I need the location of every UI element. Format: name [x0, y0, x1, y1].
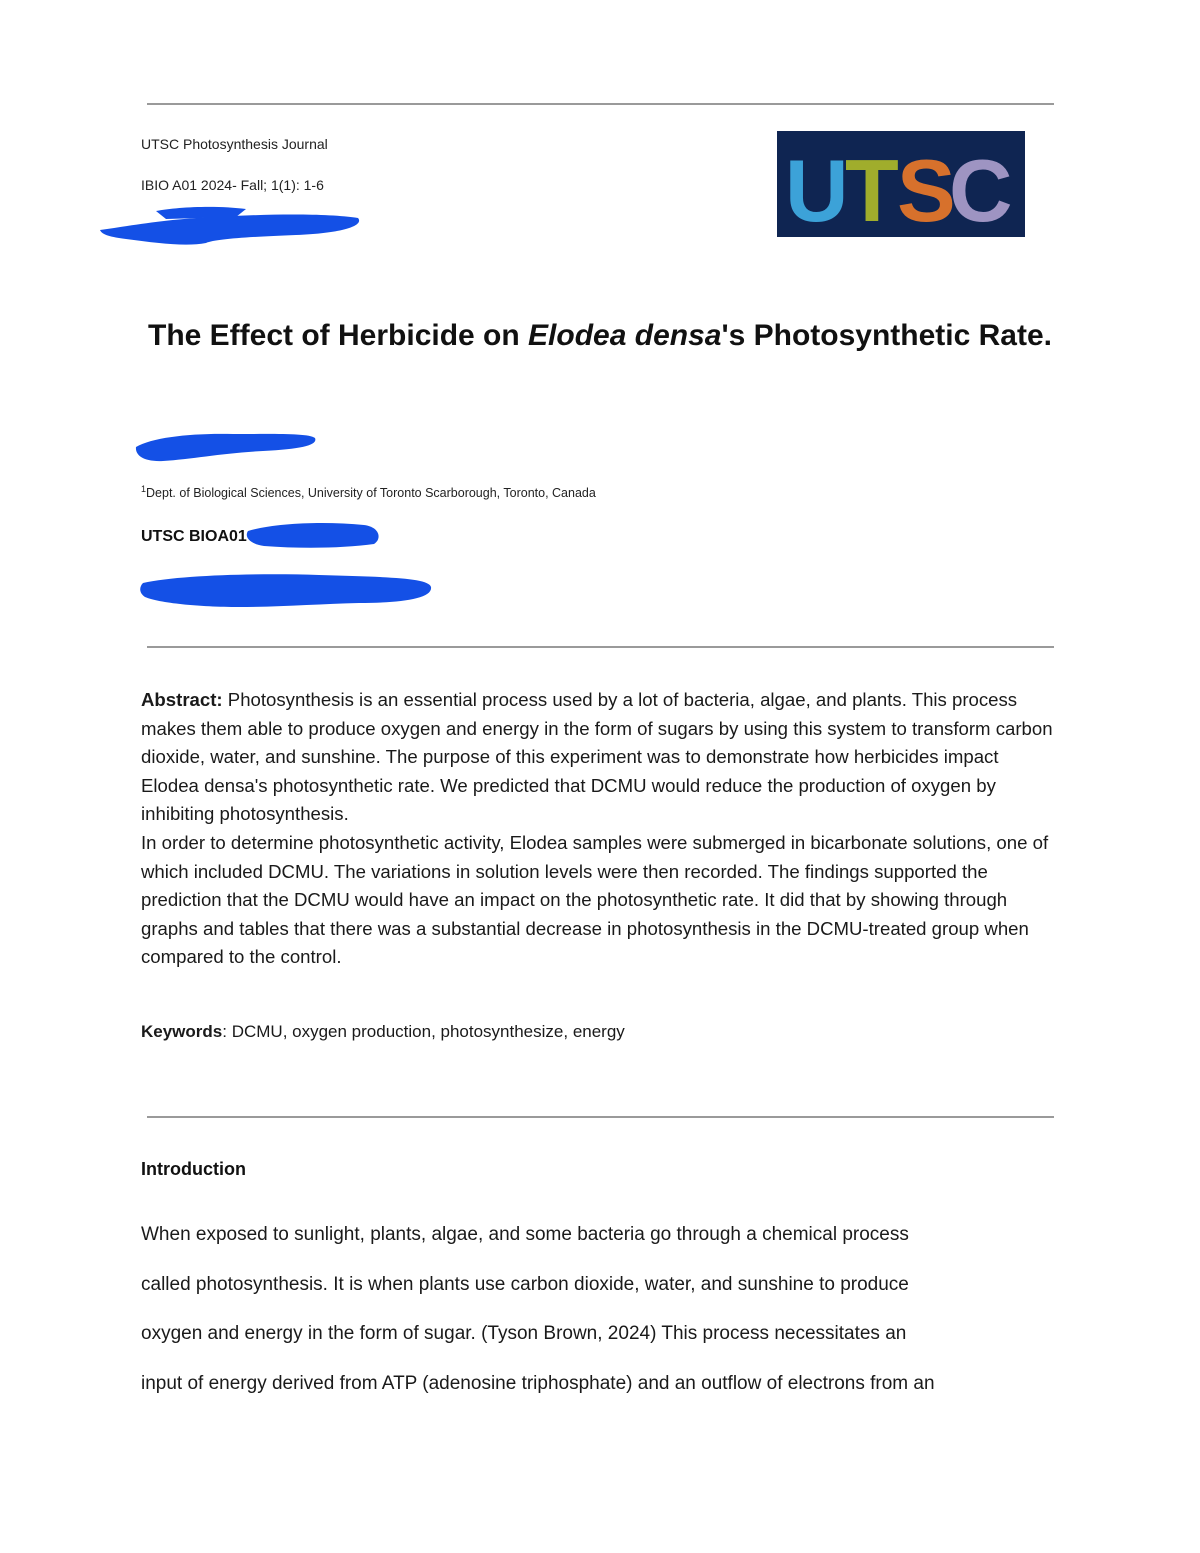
introduction-line: called photosynthesis. It is when plants use carbon dioxide, water, and sunshine to produce	[141, 1273, 909, 1295]
svg-text:U: U	[785, 141, 849, 237]
top-divider	[147, 103, 1054, 105]
introduction-line: input of energy derived from ATP (adenosine triphosphate) and an outflow of electrons from an	[141, 1373, 935, 1395]
keywords	[141, 1022, 625, 1042]
affiliation: $^1$Dept. of Biological Sciences, University of Toronto Scarborough, Toronto, Canada	[141, 484, 596, 501]
keywords-label: Keywords	[141, 1022, 223, 1041]
abstract-paragraph-1: Photosynthesis is an essential process used by a lot of bacteria, algae, and plants. This process makes them able to produce oxygen and energy in the form of sugars by using this system to transform carbon dioxide, water, and sunshine. The purpose of this experiment was to demonstrate how herbicides impact Elodea densa's photosynthetic rate. We predicted that DCMU would reduce the production of oxygen by inhibiting photosynthesis.	[141, 689, 1053, 825]
redaction-scribble-instructor	[139, 569, 435, 613]
introduction-line: oxygen and energy in the form of sugar. (Tyson Brown, 2024) This process necessitates an	[141, 1323, 907, 1345]
paper-title: The Effect of Herbicide on Elodea densa's Photosynthetic Rate.	[148, 319, 1052, 352]
course-line: UTSC BIOA01	[141, 528, 247, 545]
abstract	[141, 686, 1056, 972]
journal-name: UTSC Photosynthesis Journal	[141, 136, 328, 152]
keywords-text: : DCMU, oxygen production, photosynthesize, energy	[222, 1022, 625, 1041]
abstract-label: Abstract:	[141, 689, 223, 710]
header-divider	[147, 646, 1054, 648]
introduction-heading: Introduction	[141, 1159, 246, 1179]
redaction-scribble-author-name	[133, 425, 319, 465]
abstract-divider	[147, 1116, 1054, 1118]
abstract-paragraph-2: In order to determine photosynthetic activity, Elodea samples were submerged in bicarbonate solutions, one of which included DCMU. The variations in solution levels were then recorded. The findings supported the prediction that the DCMU would have an impact on the photosynthetic rate. It did that by showing through graphs and tables that there was a substantial decrease in photosynthesis in the DCMU-treated group when compared to the control.	[141, 831, 1049, 968]
svg-text:T: T	[845, 141, 899, 237]
redaction-scribble-author	[96, 203, 364, 253]
svg-text:C: C	[949, 141, 1013, 237]
utsc-logo	[777, 131, 1025, 237]
journal-citation: IBIO A01 2024- Fall; 1(1): 1-6	[141, 177, 324, 193]
svg-text:S: S	[897, 141, 956, 237]
introduction-line: When exposed to sunlight, plants, algae, and some bacteria go through a chemical process	[141, 1224, 909, 1245]
introduction-body	[141, 1210, 1061, 1409]
redaction-scribble-course	[244, 519, 384, 551]
